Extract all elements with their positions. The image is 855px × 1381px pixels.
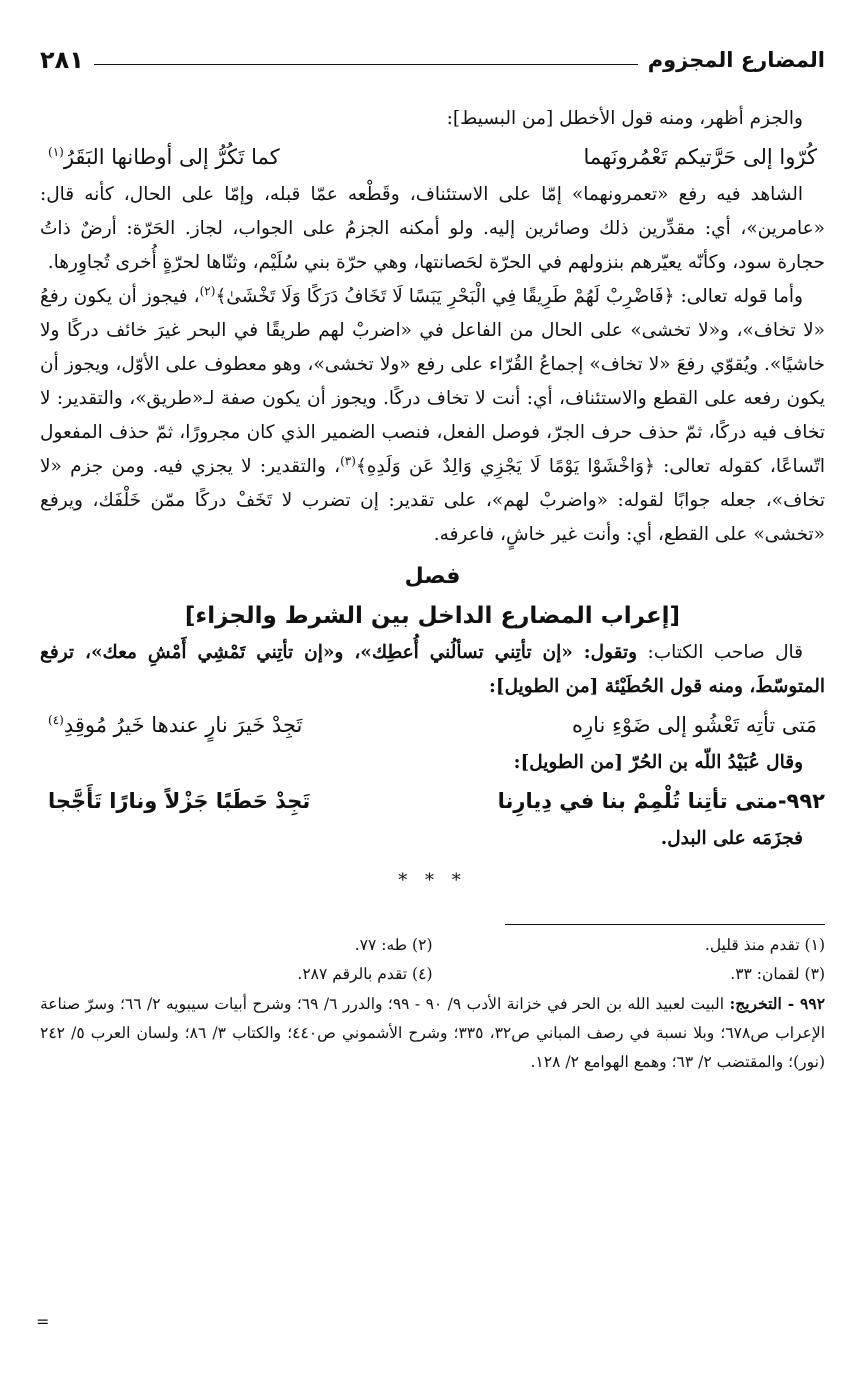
verse-2-second-half [48,704,302,746]
verse-2-second-half-text: تَجِدْ خَيرَ نارٍ عندها خَيرُ مُوقِدِ [63,713,303,737]
footnote-mark-3: (٣) [340,453,356,468]
verse-number: ٩٩٢ [786,789,825,813]
book-page [40,40,825,1360]
paragraph-3-part-b: ، فيجوز أن يكون رفعُ «لا تخاف»، و«لا تخشى» على الحال من الفاعل في «اضربْ لهم طريقًا في البحر غيرَ خائف دركًا ولا خاشيًا». ويُقوّي رفعَ «لا تخاف» إجماعُ القُرّاء على رفع «ولا تخشى»، وهو معطوف على الأوّل، ويجوز أن يكون رفعه على القطع والاستئناف، أي: أنت لا تخاف دركًا. ويجوز أن يكون صفة لـ«طريق»، والتقدير: لا تخاف فيه دركًا، ثمّ حذف حرف الجرّ، فوصل الفعل، فنصب الضمير الذي كان مجرورًا، ثمّ حذف المفعول اتّساعًا، كقوله تعالى: ﴿وَاخْشَوْا يَوْمًا لَا يَجْزِي وَالِدٌ عَن وَلَدِهِ﴾ [40,286,825,477]
paragraph-4-intro: قال صاحب الكتاب: [637,642,804,663]
footnote-2: (٢) طه: ٧٧. [354,936,433,954]
section-title: فصل [404,564,461,589]
takhrij-note [40,989,825,1077]
verse-1-second-half [48,136,280,178]
footnote-rule [505,924,825,925]
paragraph-3-part-a: وأما قوله تعالى: ﴿فَاضْرِبْ لَهُمْ طَرِيقًا فِي الْبَحْرِ يَبَسًا لَا تَخَافُ دَرَكًا وَلَا تَخْشَىٰ﴾ [215,286,803,307]
footnote-1: (١) تقدم منذ قليل. [704,936,825,954]
paragraph-4-quote: وتقول: «إن تأتِني تسألُني أُعطِك»، و«إن تأتِني تَمْشِي أَمْشِ معك»، ترفع المتوسّطَ، ومنه قول الحُطَيْئة [من الطويل]: [40,642,825,697]
footnote-4: (٤) تقدم بالرقم ٢٨٧. [297,965,433,983]
footnotes [40,931,825,1077]
verse-ubaydallah [40,780,825,822]
main-text [40,102,825,906]
footnote-mark-1: (١) [48,145,64,159]
verse-3-second-half: تَجِدْ حَطَبًا جَزْلاً ونارًا تَأَجَّجا [48,789,311,813]
verse-akhtal [40,136,825,178]
page-number: ٢٨١ [40,46,84,74]
running-title: المضارع المجزوم [647,48,825,72]
paragraph-2: الشاهد فيه رفع «تعمرونهما» إمّا على الاستئناف، وقَطْعه عمّا قبله، وإمّا على الحال، كأنه قال: «عامرين»، أي: مقدِّرين ذلك وصائرين إليه. ولو أمكنه الجزمُ على الجواب، لجاز. الحَرّة: أرضٌ ذاتُ حجارة سود، وكأنّه يعيّرهم بنزولهم في الحرّة لحَصانتها، وهي حرّة بني سُلَيْم، وثنّاها لحرّةٍ أُخرى تُجاوِرها. [40,184,825,273]
paragraph-3-part-c: ، والتقدير: لا يجزي فيه. ومن جزم «لا تخاف»، جعله جوابًا لقوله: «واضربْ لهم»، على تقدير: إن تضرب لا تَخَفْ دركًا ممّن خَلْفَك، ويرفع «تخشى» على القطع، أي: وأنت غير خاشٍ، فاعرفه. [40,456,825,545]
section-subtitle: [إعراب المضارع الداخل بين الشرط والجزاء] [184,603,681,629]
section-separator: * * * [398,870,467,891]
verse-1-second-half-text: كما تَكُرُّ إلى أوطانها البَقَرُ [63,145,280,169]
paragraph-4 [40,636,825,704]
takhrij-label: ٩٩٢ - التخريج: [729,994,826,1013]
footnote-mark-4: (٤) [48,713,64,727]
paragraph-3 [40,280,825,552]
takhrij-text: البيت لعبيد الله بن الحر في خزانة الأدب ٩/ ٩٠ - ٩٩؛ والدرر ٦/ ٦٩؛ وشرح أبيات سيبويه ٢/ ٦٦؛ وسرّ صناعة الإعراب ص٦٧٨؛ وبلا نسبة في رصف المباني ص٣٢، ٣٣٥؛ وشرح الأشموني ص٤٤٠؛ والكتاب ٣/ ٨٦؛ ولسان العرب ٥/ ٢٤٢ (نور)؛ والمقتضب ٢/ ٦٣؛ وهمع الهوامع ٢/ ١٢٨. [40,995,825,1071]
page-header [40,40,825,80]
footnote-row-2 [40,960,825,989]
paragraph-6: فجزَمَه على البدل. [660,828,803,849]
margin-mark: = [36,1312,50,1331]
footnote-3: (٣) لقمان: ٣٣. [730,965,825,983]
verse-2-first-half: مَتى تأتِه تَعْشُو إلى ضَوْءِ نارِه [571,713,817,737]
verse-hutayah [40,704,825,746]
verse-3-first-half-text: متى تأتِنا تُلْمِمْ بنا في دِيارِنا [497,789,778,813]
header-rule [94,64,638,65]
footnote-mark-2: (٢) [199,283,216,298]
paragraph-5: وقال عُبَيْدُ اللّه بن الحُرّ [من الطويل]: [513,752,803,773]
verse-3-first-half: ٩٩٢-متى تأتِنا تُلْمِمْ بنا في دِيارِنا [497,789,825,813]
paragraph-1: والجزم أظهر، ومنه قول الأخطل [من البسيط]: [446,108,803,129]
verse-1-first-half: كُرّوا إلى حَرَّتيكم تَعْمُرونَهما [583,145,817,169]
footnote-row-1 [40,931,825,960]
